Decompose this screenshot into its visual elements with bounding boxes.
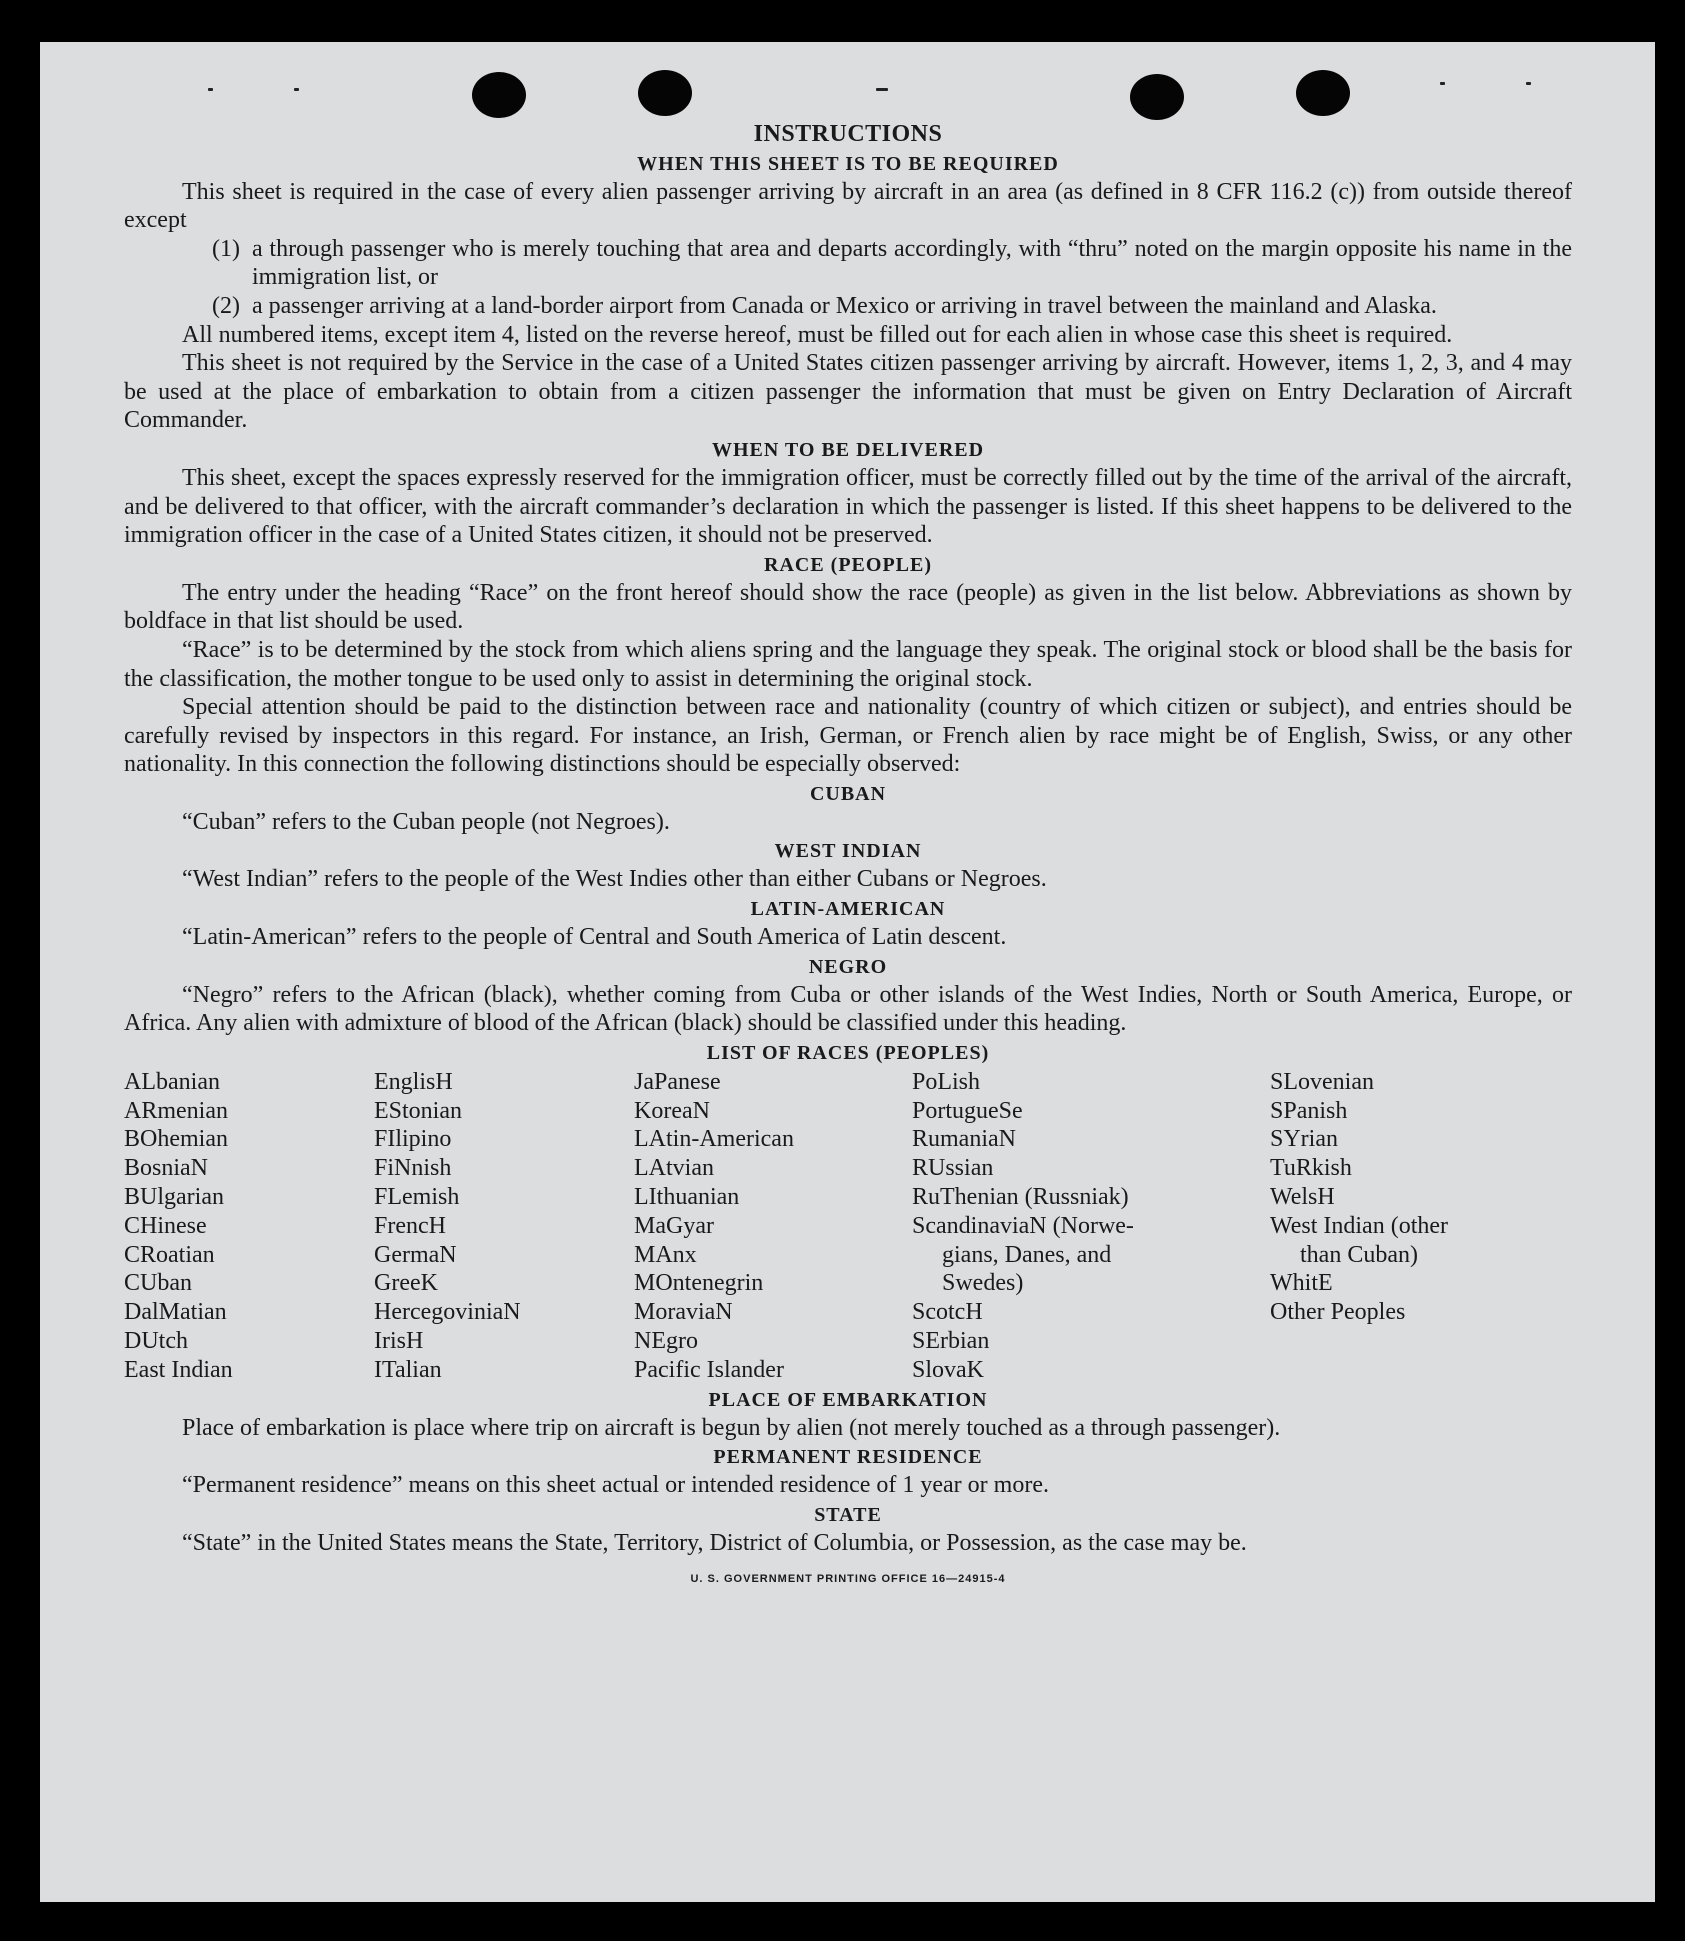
- paragraph: This sheet, except the spaces expressly reserved for the immigration officer, must be correctly filled out by the time of the arrival of the aircraft, and be delivered to that officer, with the aircraft commander’s declaration in which the passenger is listed. If this sheet happens to be delivered to the immigration officer in the case of a United States citizen, it should not be preserved.: [124, 464, 1572, 549]
- document-body: [124, 120, 1572, 1594]
- race-entry: SPanish: [1270, 1097, 1348, 1124]
- numbered-item: [124, 235, 1572, 292]
- race-entry: LAtvian: [634, 1155, 714, 1182]
- race-entry: CUban: [124, 1270, 192, 1297]
- page-title: INSTRUCTIONS: [753, 121, 943, 147]
- race-entry: CHinese: [124, 1212, 207, 1239]
- punch-hole: [1296, 70, 1350, 116]
- race-entry: GreeK: [374, 1270, 438, 1297]
- race-entry: RuThenian (Russniak): [912, 1184, 1129, 1211]
- race-entry: MAnx: [634, 1241, 697, 1268]
- race-entry: GermaN: [374, 1241, 457, 1268]
- races-column: [1270, 1068, 1570, 1385]
- paragraph: This sheet is required in the case of every alien passenger arriving by aircraft in an area (as defined in 8 CFR 116.2 (c)) from outside thereof except: [124, 178, 1572, 234]
- item-number: (1): [212, 235, 240, 262]
- race-entry: LAtin-American: [634, 1126, 794, 1153]
- race-entry: MOntenegrin: [634, 1270, 764, 1297]
- race-entry: PortugueSe: [912, 1097, 1023, 1124]
- race-entry: West Indian (other: [1270, 1212, 1449, 1239]
- item-text: a through passenger who is merely touching that area and departs accordingly, with “thru” noted on the margin opposite his name in the immigration list, or: [252, 235, 1572, 291]
- speck-mark: [1440, 82, 1445, 85]
- races-column: [634, 1068, 912, 1385]
- item-text: a passenger arriving at a land-border airport from Canada or Mexico or arriving in travel between the mainland and Alaska.: [252, 292, 1437, 319]
- race-entry: FrencH: [374, 1212, 446, 1239]
- speck-mark: [294, 88, 299, 91]
- race-entry: FiNnish: [374, 1155, 452, 1182]
- race-entry: NEgro: [634, 1328, 698, 1355]
- numbered-item: [124, 292, 1572, 321]
- race-entry: LIthuanian: [634, 1184, 740, 1211]
- paragraph: “Latin-American” refers to the people of Central and South America of Latin descent.: [182, 924, 1007, 951]
- race-entry: ARmenian: [124, 1097, 228, 1124]
- race-entry: JaPanese: [634, 1068, 721, 1095]
- punch-hole: [1130, 74, 1184, 120]
- race-entry: WhitE: [1270, 1270, 1333, 1297]
- punch-hole: [472, 72, 526, 118]
- race-entry: HercegoviniaN: [374, 1299, 521, 1326]
- race-entry: East Indian: [124, 1356, 233, 1383]
- paragraph: Place of embarkation is place where trip on aircraft is begun by alien (not merely touched as a through passenger).: [182, 1414, 1281, 1441]
- speck-mark: [208, 88, 213, 91]
- section-heading-cuban: CUBAN: [809, 782, 887, 805]
- race-entry-continued: than Cuban): [1300, 1241, 1418, 1268]
- race-entry: MoraviaN: [634, 1299, 733, 1326]
- document-sheet: [40, 42, 1655, 1902]
- race-entry: SLovenian: [1270, 1068, 1374, 1095]
- race-entry: MaGyar: [634, 1212, 714, 1239]
- race-entry-continued: gians, Danes, and: [942, 1241, 1112, 1268]
- race-entry: ScotcH: [912, 1299, 983, 1326]
- paragraph: Special attention should be paid to the distinction between race and nationality (country of which citizen or subject), and entries should be carefully revised by inspectors in this regard. For instance, an Irish, German, or French alien by race might be of English, Swiss, or any other nationality. In this connection the following distinctions should be especially observed:: [124, 694, 1572, 778]
- race-entry: EnglisH: [374, 1068, 453, 1095]
- speck-mark: [876, 88, 888, 91]
- paragraph: “Negro” refers to the African (black), whether coming from Cuba or other islands of the West Indies, North or South America, Europe, or Africa. Any alien with admixture of blood of the African (black) should be classified under this heading.: [124, 981, 1572, 1037]
- section-heading-when-required: WHEN THIS SHEET IS TO BE REQUIRED: [637, 152, 1059, 175]
- paragraph: “Permanent residence” means on this sheet actual or intended residence of 1 year or more.: [182, 1472, 1049, 1499]
- race-entry: BUlgarian: [124, 1184, 224, 1211]
- race-entry: SYrian: [1270, 1126, 1338, 1153]
- printer-imprint: U. S. GOVERNMENT PRINTING OFFICE 16—24915-4: [690, 1573, 1006, 1586]
- race-entry: FLemish: [374, 1184, 460, 1211]
- paragraph: The entry under the heading “Race” on the front hereof should show the race (people) as given in the list below. Abbreviations as shown by boldface in that list should be used.: [124, 579, 1572, 635]
- race-entry: RumaniaN: [912, 1126, 1016, 1153]
- race-entry: DalMatian: [124, 1299, 227, 1326]
- race-entry: ALbanian: [124, 1068, 220, 1095]
- race-entry: Pacific Islander: [634, 1356, 784, 1383]
- paragraph: “West Indian” refers to the people of the West Indies other than either Cubans or Negroes.: [182, 866, 1047, 893]
- section-heading-list-of-races: LIST OF RACES (PEOPLES): [706, 1041, 990, 1064]
- race-entry: TuRkish: [1270, 1155, 1352, 1182]
- race-entry-continued: Swedes): [942, 1270, 1024, 1297]
- race-entry: EStonian: [374, 1097, 462, 1124]
- race-entry: BosniaN: [124, 1155, 208, 1182]
- race-entry: WelsH: [1270, 1184, 1335, 1211]
- race-entry: KoreaN: [634, 1097, 710, 1124]
- section-heading-west-indian: WEST INDIAN: [774, 840, 922, 863]
- races-list: [124, 1068, 1572, 1385]
- item-number: (2): [212, 292, 240, 319]
- race-entry: IrisH: [374, 1328, 424, 1355]
- paragraph: “Race” is to be determined by the stock from which aliens spring and the language they speak. The original stock or blood shall be the basis for the classification, the mother tongue to be used only to assist in determining the original stock.: [124, 636, 1572, 692]
- race-entry: BOhemian: [124, 1126, 228, 1153]
- race-entry: DUtch: [124, 1328, 188, 1355]
- section-heading-negro: NEGRO: [808, 955, 888, 978]
- speck-mark: [1526, 82, 1531, 85]
- races-column: [374, 1068, 634, 1385]
- races-column: [912, 1068, 1270, 1385]
- paragraph: All numbered items, except item 4, listed on the reverse hereof, must be filled out for each alien in whose case this sheet is required.: [182, 321, 1453, 348]
- race-entry: RUssian: [912, 1155, 994, 1182]
- race-entry: SErbian: [912, 1328, 990, 1355]
- section-heading-latin-american: LATIN-AMERICAN: [750, 898, 946, 921]
- punch-hole: [638, 70, 692, 116]
- race-entry: PoLish: [912, 1068, 981, 1095]
- paragraph: “Cuban” refers to the Cuban people (not Negroes).: [182, 808, 670, 835]
- section-heading-state: STATE: [814, 1503, 882, 1526]
- paragraph: This sheet is not required by the Service in the case of a United States citizen passenger arriving by aircraft. However, items 1, 2, 3, and 4 may be used at the place of embarkation to obtain from a citizen passenger the information that must be given on Entry Declaration of Aircraft Commander.: [124, 350, 1572, 434]
- paragraph: “State” in the United States means the State, Territory, District of Columbia, or Possession, as the case may be.: [182, 1529, 1247, 1556]
- race-entry: Other Peoples: [1270, 1299, 1406, 1326]
- section-heading-permanent-residence: PERMANENT RESIDENCE: [713, 1446, 983, 1469]
- section-heading-when-delivered: WHEN TO BE DELIVERED: [711, 438, 985, 461]
- race-entry: FIlipino: [374, 1126, 452, 1153]
- race-entry: ITalian: [374, 1356, 442, 1383]
- races-column: [124, 1068, 374, 1385]
- race-entry: SlovaK: [912, 1356, 984, 1383]
- section-heading-race: RACE (PEOPLE): [764, 553, 932, 576]
- race-entry: CRoatian: [124, 1241, 215, 1268]
- section-heading-embarkation: PLACE OF EMBARKATION: [708, 1388, 988, 1411]
- race-entry: ScandinaviaN (Norwe-: [912, 1212, 1134, 1239]
